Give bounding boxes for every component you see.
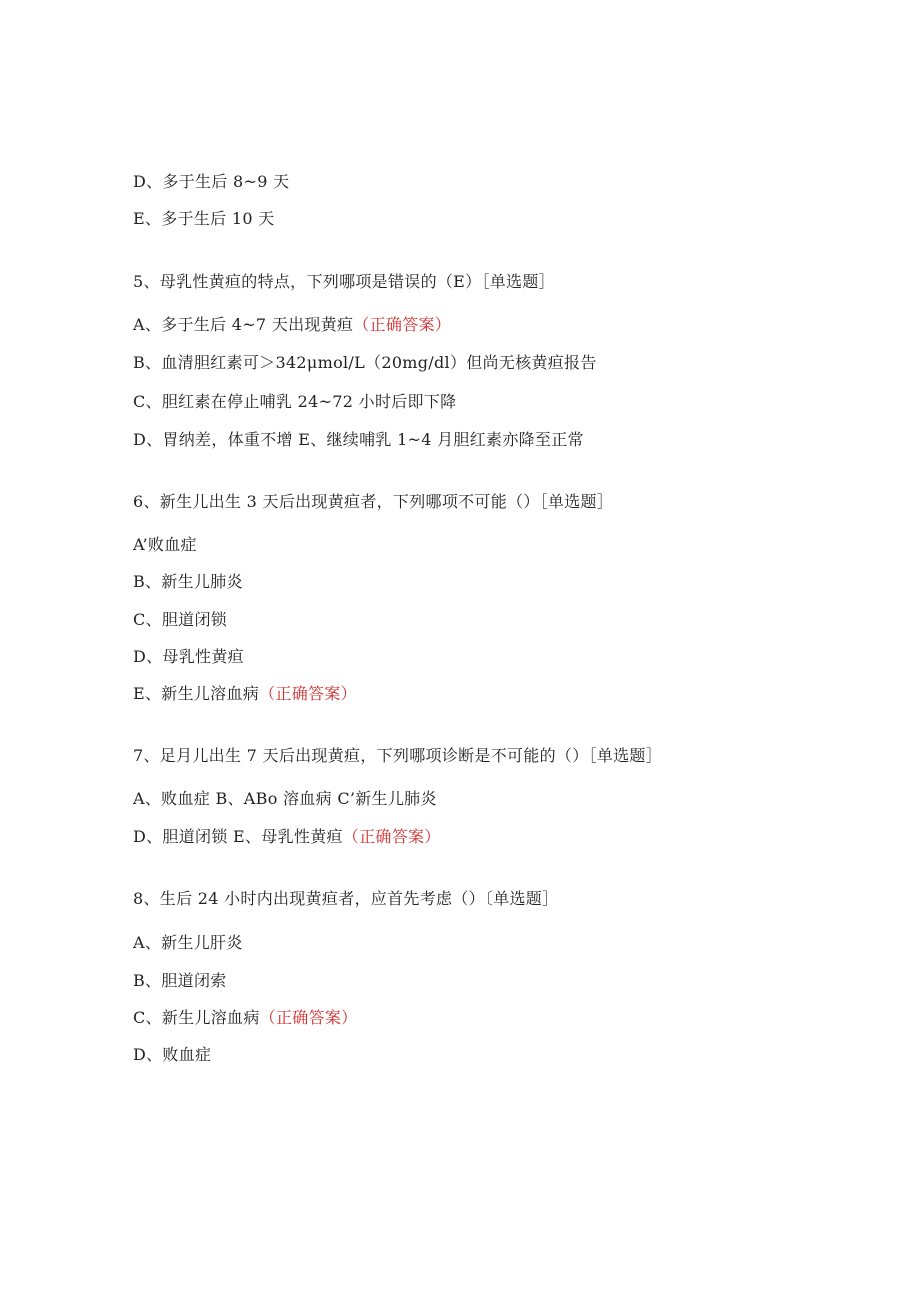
option-line: C、胆红素在停止哺乳 24~72 小时后即下降 xyxy=(133,392,457,411)
correct-answer-tag: （正确答案） xyxy=(353,315,452,334)
option-line: D、胃纳差，体重不增 E、继续哺乳 1~4 月胆红素亦降至正常 xyxy=(133,430,584,449)
option-line: C、胆道闭锁 xyxy=(133,610,228,629)
question-line: 8、生后 24 小时内出现黄疸者，应首先考虑（）〔单选题］ xyxy=(133,889,559,908)
option-line: E、新生儿溶血病（正确答案） xyxy=(133,684,357,703)
correct-answer-tag: （正确答案） xyxy=(259,684,357,703)
option-line: A’败血症 xyxy=(133,535,197,554)
option-line: B、胆道闭索 xyxy=(133,971,227,990)
correct-answer-tag: （正确答案） xyxy=(342,827,441,846)
option-line: D、多于生后 8~9 天 xyxy=(133,172,290,191)
option-line: A、新生儿肝炎 xyxy=(133,933,243,952)
option-line: E、多于生后 10 天 xyxy=(133,209,275,228)
question-line: 6、新生儿出生 3 天后出现黄疸者，下列哪项不可能（）［单选题］ xyxy=(133,492,614,511)
option-line: B、新生儿肺炎 xyxy=(133,572,243,591)
option-line: A、多于生后 4~7 天出现黄疸（正确答案） xyxy=(133,315,452,334)
option-line: D、母乳性黄疸 xyxy=(133,647,244,666)
correct-answer-tag: （正确答案） xyxy=(259,1008,358,1027)
option-line: B、血清胆红素可＞342μmol∕L（20mg∕dl）但尚无核黄疸报告 xyxy=(133,353,597,372)
question-line: 5、母乳性黄疸的特点，下列哪项是错误的（E）［单选题］ xyxy=(133,272,555,291)
option-line: D、败血症 xyxy=(133,1045,212,1064)
option-line: C、新生儿溶血病（正确答案） xyxy=(133,1008,358,1027)
option-line: A、败血症 B、ABo 溶血病 C’新生儿肺炎 xyxy=(133,789,437,808)
question-line: 7、足月儿出生 7 天后出现黄疸，下列哪项诊断是不可能的（）［单选题］ xyxy=(133,746,663,765)
option-line: D、胆道闭锁 E、母乳性黄疸（正确答案） xyxy=(133,827,441,846)
